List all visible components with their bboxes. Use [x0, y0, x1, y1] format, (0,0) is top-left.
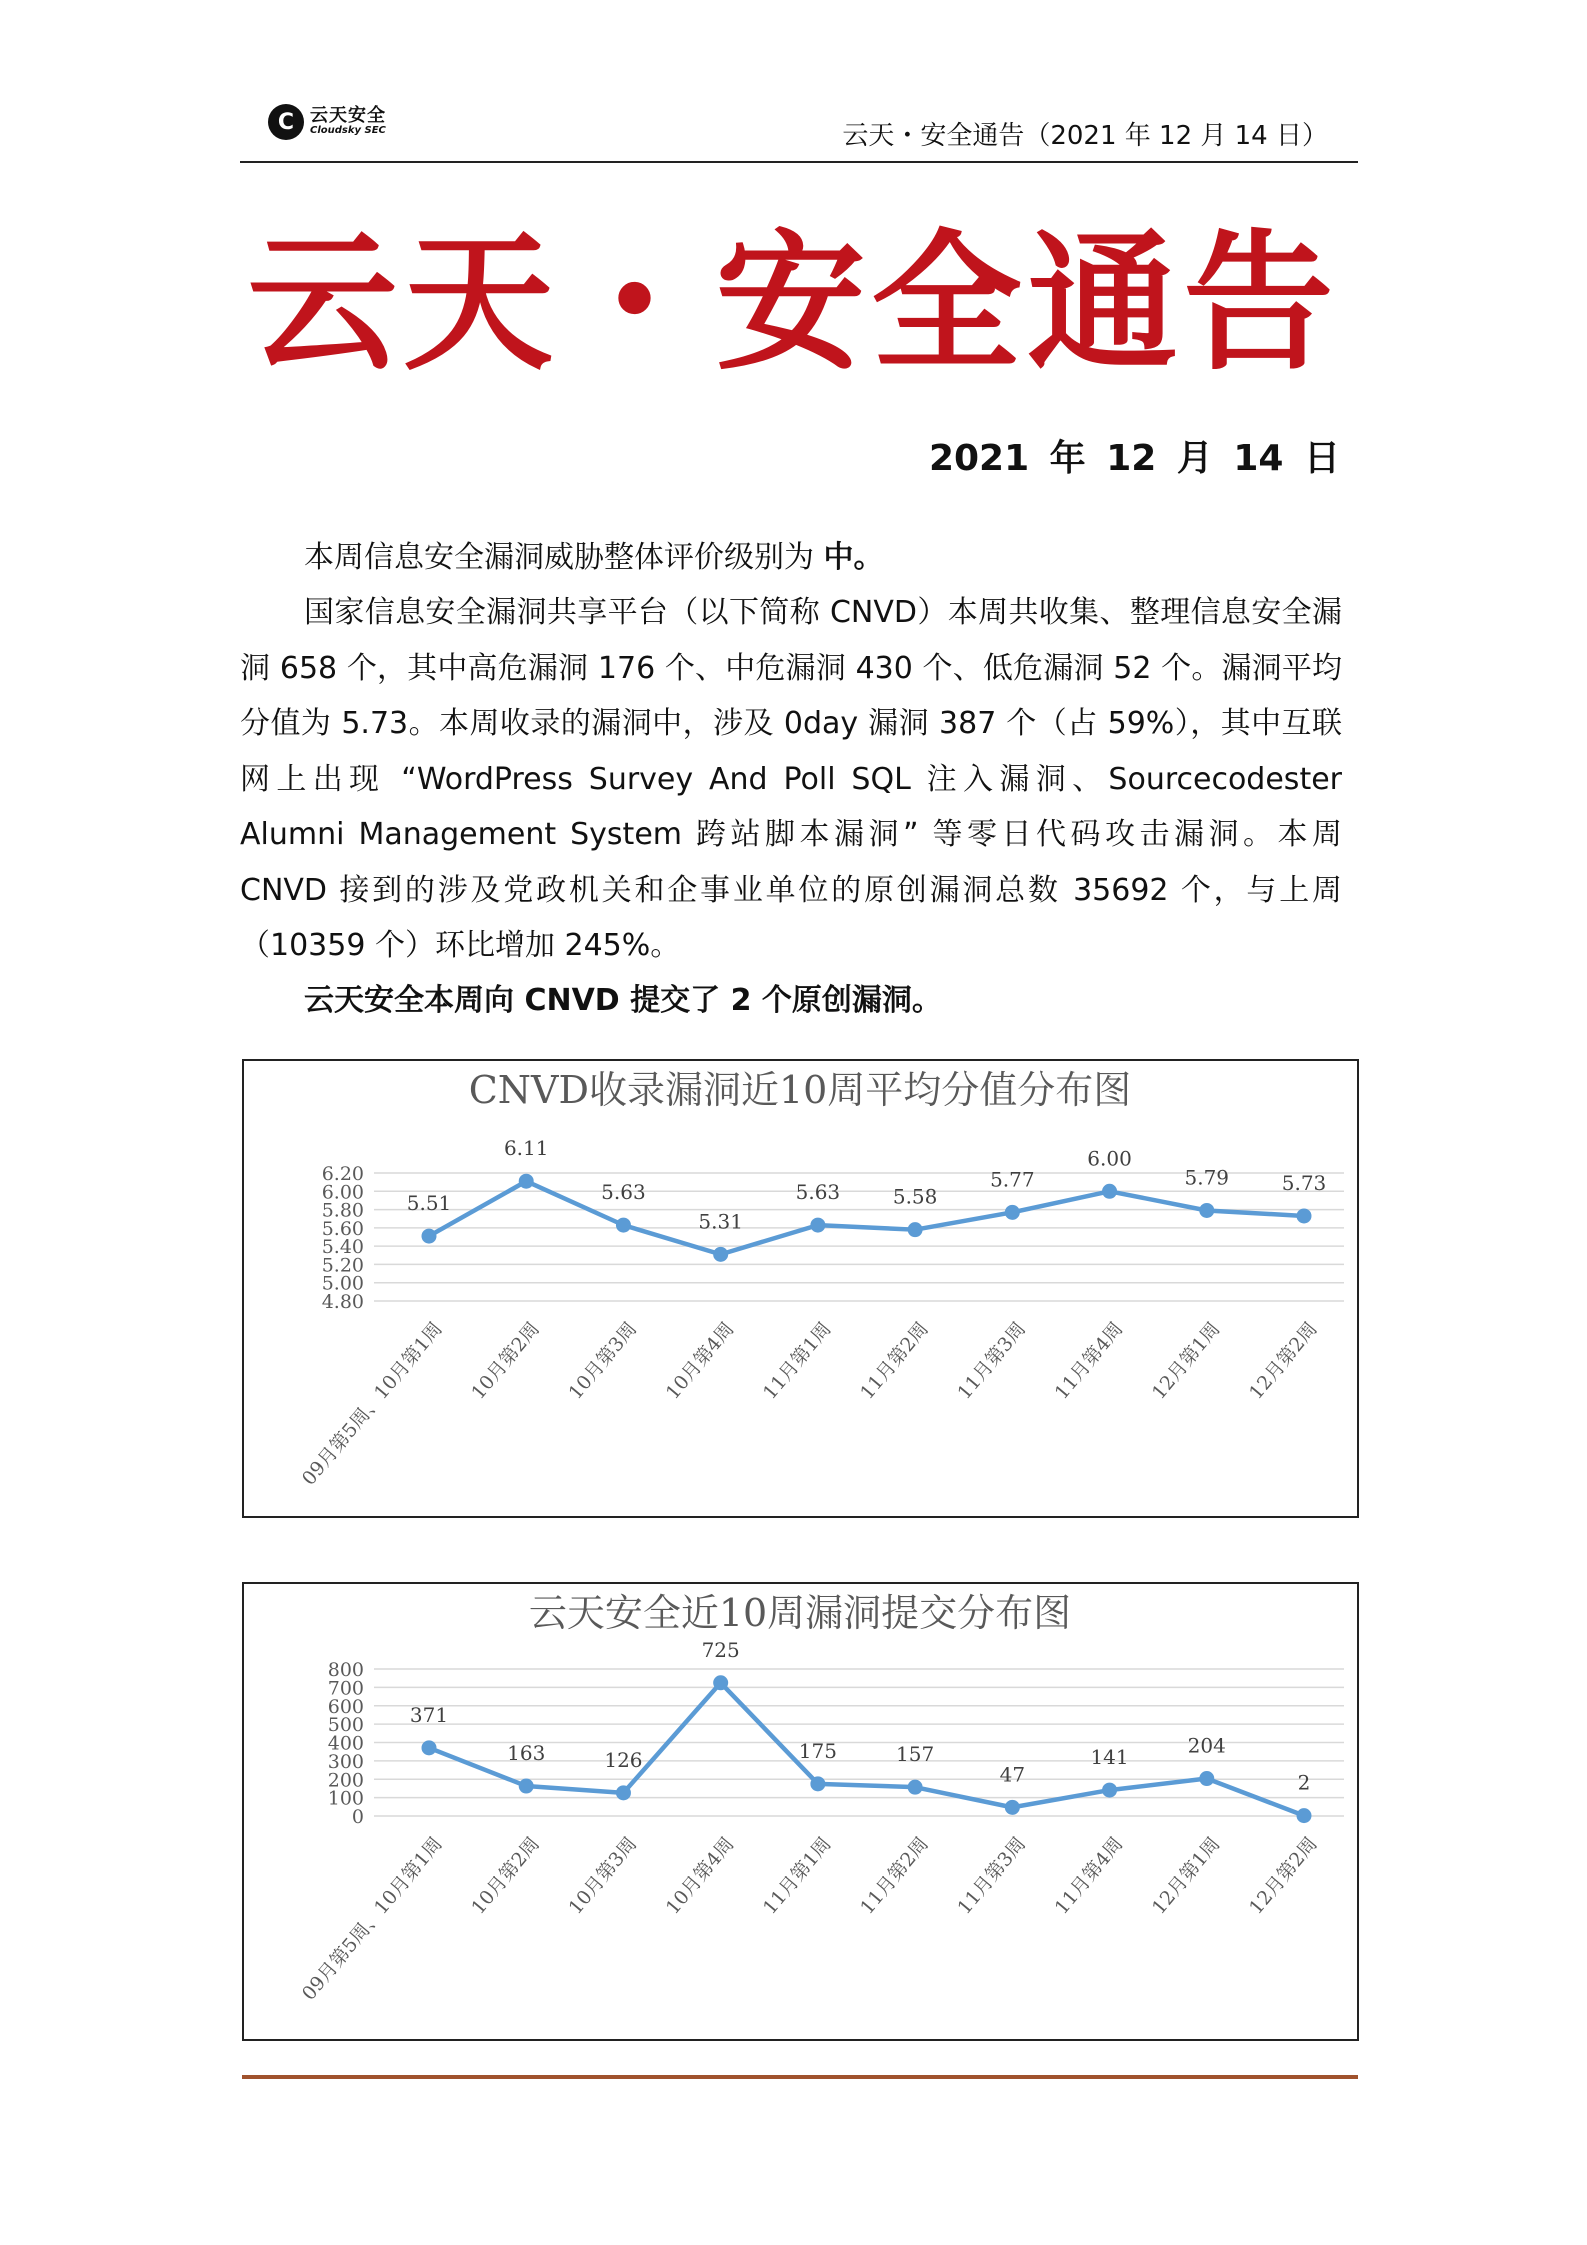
data-point	[616, 1785, 631, 1800]
data-label: 5.63	[601, 1180, 646, 1205]
y-tick-label: 5.60	[321, 1217, 364, 1240]
data-point	[908, 1222, 923, 1237]
data-point	[519, 1174, 534, 1189]
x-tick-label: 11月第3周	[953, 1833, 1031, 1919]
data-point	[422, 1229, 437, 1244]
data-label: 725	[701, 1637, 740, 1662]
threat-level-value: 中。	[823, 540, 884, 575]
y-tick-label: 5.20	[321, 1254, 364, 1277]
x-tick-label: 12月第1周	[1147, 1833, 1225, 1919]
y-tick-label: 800	[327, 1659, 364, 1681]
series-line	[429, 1683, 1304, 1816]
y-tick-label: 6.00	[321, 1181, 364, 1204]
threat-level-paragraph: 本周信息安全漏洞威胁整体评价级别为 中。	[304, 540, 884, 575]
x-tick-label: 09月第5周、10月第1周	[297, 1833, 447, 2005]
data-point	[713, 1247, 728, 1262]
x-tick-label: 11月第3周	[953, 1318, 1031, 1404]
y-tick-label: 5.80	[321, 1199, 364, 1222]
header-title: 云天・安全通告（2021 年 12 月 14 日）	[842, 121, 1328, 151]
avg-score-chart-svg	[244, 1061, 1357, 1516]
series-line	[429, 1181, 1304, 1254]
y-tick-label: 5.00	[321, 1272, 364, 1295]
x-tick-label: 10月第2周	[467, 1833, 545, 1919]
submission-chart-svg	[244, 1584, 1357, 2039]
issue-date: 2021 年 12 月 14 日	[928, 438, 1340, 479]
y-tick-label: 500	[327, 1714, 364, 1737]
data-label: 5.51	[406, 1191, 452, 1216]
data-point	[810, 1776, 825, 1791]
x-tick-label: 10月第2周	[467, 1318, 545, 1404]
x-tick-label: 11月第1周	[758, 1833, 836, 1919]
data-label: 6.11	[503, 1136, 549, 1161]
y-tick-label: 600	[327, 1695, 364, 1718]
y-tick-label: 100	[327, 1787, 364, 1810]
data-label: 5.77	[990, 1167, 1035, 1192]
data-point	[1297, 1808, 1312, 1823]
x-tick-label: 12月第2周	[1245, 1318, 1322, 1404]
data-label: 47	[999, 1762, 1026, 1787]
data-point	[908, 1780, 923, 1795]
chart-title: 云天安全近10周漏洞提交分布图	[528, 1591, 1072, 1635]
x-tick-label: 11月第2周	[856, 1833, 933, 1919]
data-label: 126	[604, 1747, 643, 1772]
chart-title: CNVD收录漏洞近10周平均分值分布图	[468, 1068, 1132, 1112]
x-tick-label: 11月第1周	[758, 1318, 836, 1404]
data-point	[1199, 1771, 1214, 1786]
data-label: 204	[1187, 1733, 1226, 1758]
data-point	[1005, 1800, 1020, 1815]
x-tick-label: 10月第4周	[661, 1833, 739, 1919]
page-header	[240, 95, 1358, 163]
data-label: 2	[1297, 1770, 1311, 1795]
data-point	[1102, 1184, 1117, 1199]
data-point	[1102, 1783, 1117, 1798]
submission-chart	[242, 1582, 1359, 2041]
masthead-title: 云天・安全通告	[247, 215, 1340, 391]
x-tick-label: 10月第3周	[564, 1318, 642, 1404]
y-tick-label: 4.80	[321, 1291, 364, 1313]
x-tick-label: 09月第5周、10月第1周	[297, 1318, 447, 1490]
y-tick-label: 400	[327, 1732, 364, 1755]
x-tick-label: 12月第2周	[1245, 1833, 1322, 1919]
data-point	[616, 1218, 631, 1233]
avg-score-chart	[242, 1059, 1359, 1518]
cloudsky-logo	[268, 100, 386, 144]
data-label: 5.73	[1281, 1170, 1327, 1195]
data-point	[1005, 1205, 1020, 1220]
data-point	[519, 1779, 534, 1794]
data-point	[422, 1740, 437, 1755]
data-label: 163	[507, 1741, 546, 1766]
footer-divider	[242, 2075, 1358, 2079]
x-tick-label: 10月第3周	[564, 1833, 642, 1919]
data-point	[1199, 1203, 1214, 1218]
data-label: 141	[1090, 1745, 1129, 1770]
data-label: 175	[798, 1738, 837, 1763]
data-label: 371	[409, 1702, 449, 1727]
data-point	[810, 1218, 825, 1233]
data-label: 5.63	[795, 1180, 841, 1205]
x-tick-label: 11月第4周	[1050, 1833, 1128, 1919]
y-tick-label: 700	[327, 1677, 364, 1700]
y-tick-label: 5.40	[321, 1236, 364, 1259]
logo-mark-icon: C	[268, 104, 304, 140]
y-tick-label: 6.20	[321, 1163, 364, 1185]
data-label: 5.58	[892, 1184, 938, 1209]
data-label: 5.31	[698, 1209, 743, 1234]
data-label: 6.00	[1087, 1146, 1132, 1171]
summary-paragraph: 国家信息安全漏洞共享平台（以下简称 CNVD）本周共收集、整理信息安全漏洞 658 个，其中高危漏洞 176 个、中危漏洞 430 个、低危漏洞 52 个。漏洞平均分值为 5.73。本周收录的漏洞中，涉及 0day 漏洞 387 个（占 59%），其中互联网上出现 “WordPress Survey And Poll SQL 注入漏洞、Sourcecodester Alumni Management System 跨站脚本漏洞” 等零日代码攻击漏洞。本周 CNVD 接到的涉及党政机关和企事业单位的原创漏洞总数 35692 个，与上周（10359 个）环比增加 245%。	[240, 595, 1342, 963]
submission-paragraph: 云天安全本周向 CNVD 提交了 2 个原创漏洞。	[304, 983, 942, 1018]
data-label: 157	[896, 1742, 935, 1767]
x-tick-label: 11月第4周	[1050, 1318, 1128, 1404]
x-tick-label: 10月第4周	[661, 1318, 739, 1404]
data-label: 5.79	[1184, 1165, 1230, 1190]
y-tick-label: 0	[351, 1806, 364, 1828]
logo-en-text: Cloudsky SEC	[310, 125, 386, 137]
y-tick-label: 300	[327, 1750, 364, 1773]
x-tick-label: 12月第1周	[1147, 1318, 1225, 1404]
y-tick-label: 200	[327, 1769, 364, 1792]
data-point	[713, 1675, 728, 1690]
x-tick-label: 11月第2周	[856, 1318, 933, 1404]
data-point	[1297, 1208, 1312, 1223]
logo-cn-text: 云天安全	[310, 105, 386, 127]
